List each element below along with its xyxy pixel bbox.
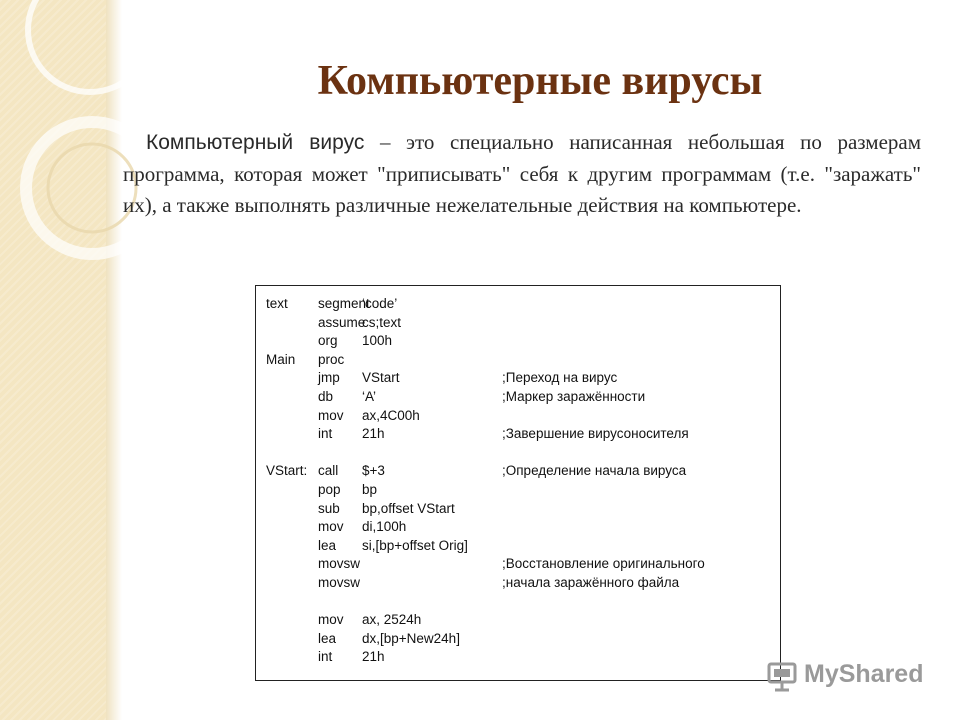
code-line	[256, 501, 776, 521]
code-line	[256, 370, 776, 390]
code-instr: jmp	[318, 370, 340, 386]
code-operand: bp,offset VStart	[362, 500, 455, 516]
code-operand: 21h	[362, 426, 385, 442]
code-instr: db	[318, 389, 334, 404]
code-line	[256, 649, 776, 669]
code-operand: $+3	[362, 463, 385, 479]
code-comment: ;Завершение вирусоносителя	[502, 426, 689, 442]
code-instr: assume	[318, 314, 366, 330]
code-operand: cs;text	[362, 314, 402, 330]
code-line	[256, 408, 776, 428]
code-operand: ax,4C00h	[362, 407, 420, 423]
code-operand: dx,[bp+New24h]	[362, 630, 460, 646]
code-line	[256, 631, 776, 651]
code-line	[256, 333, 776, 353]
code-line	[256, 315, 776, 335]
code-instr: org	[318, 333, 338, 349]
code-line	[256, 538, 776, 558]
code-operand: 21h	[362, 649, 385, 665]
code-instr: sub	[318, 500, 340, 516]
presentation-icon	[766, 658, 800, 692]
code-comment: ;Переход на вирус	[502, 370, 618, 386]
code-operand: ‘code’	[362, 296, 398, 311]
watermark-text: MyShared	[804, 660, 924, 688]
code-instr: movsw	[318, 575, 361, 590]
code-line	[256, 445, 776, 465]
code-instr: mov	[318, 519, 344, 535]
code-instr: pop	[318, 482, 341, 497]
code-operand: di,100h	[362, 519, 407, 535]
code-line	[256, 482, 776, 502]
definition-paragraph	[123, 127, 921, 222]
code-line	[256, 426, 776, 446]
code-instr: mov	[318, 612, 344, 628]
code-label: text	[266, 296, 288, 311]
code-line	[256, 556, 776, 576]
code-instr: segment	[318, 296, 370, 311]
code-label: VStart:	[266, 463, 308, 479]
slide-title: Компьютерные вирусы	[317, 58, 763, 104]
code-comment: ;Восстановление оригинального	[502, 556, 705, 572]
code-instr: call	[318, 463, 339, 479]
code-line	[256, 389, 776, 409]
code-comment: ;Маркер заражённости	[502, 389, 646, 404]
code-instr: lea	[318, 537, 337, 553]
code-operand: ax, 2524h	[362, 612, 422, 628]
code-instr: int	[318, 426, 333, 442]
code-line	[256, 296, 776, 316]
code-comment: ;Определение начала вируса	[502, 463, 687, 479]
code-line	[256, 352, 776, 372]
code-instr: int	[318, 649, 333, 665]
code-listing-box	[255, 285, 781, 681]
code-operand: ‘A’	[362, 389, 377, 404]
code-line	[256, 612, 776, 632]
code-operand: bp	[362, 482, 378, 497]
code-instr: movsw	[318, 556, 361, 572]
code-operand: 100h	[362, 333, 393, 349]
code-instr: proc	[318, 351, 345, 367]
code-line	[256, 594, 776, 614]
code-operand: VStart	[362, 370, 400, 386]
definition-term: Компьютерный вирус	[146, 131, 365, 154]
code-line	[256, 463, 776, 483]
code-instr: lea	[318, 630, 337, 646]
definition-text: – это специально написанная небольшая по размерам программа, которая может "приписывать" себя к другим программам (т.е. "заражать" их), а также выполнять различные нежелательные действия на компьютере.	[123, 130, 922, 217]
code-operand: si,[bp+offset Orig]	[362, 537, 468, 553]
code-line	[256, 575, 776, 595]
code-label: Main	[266, 351, 296, 367]
code-instr: mov	[318, 407, 344, 423]
decorative-circles	[0, 0, 140, 300]
code-comment: ;начала заражённого файла	[502, 575, 680, 590]
code-line	[256, 519, 776, 539]
